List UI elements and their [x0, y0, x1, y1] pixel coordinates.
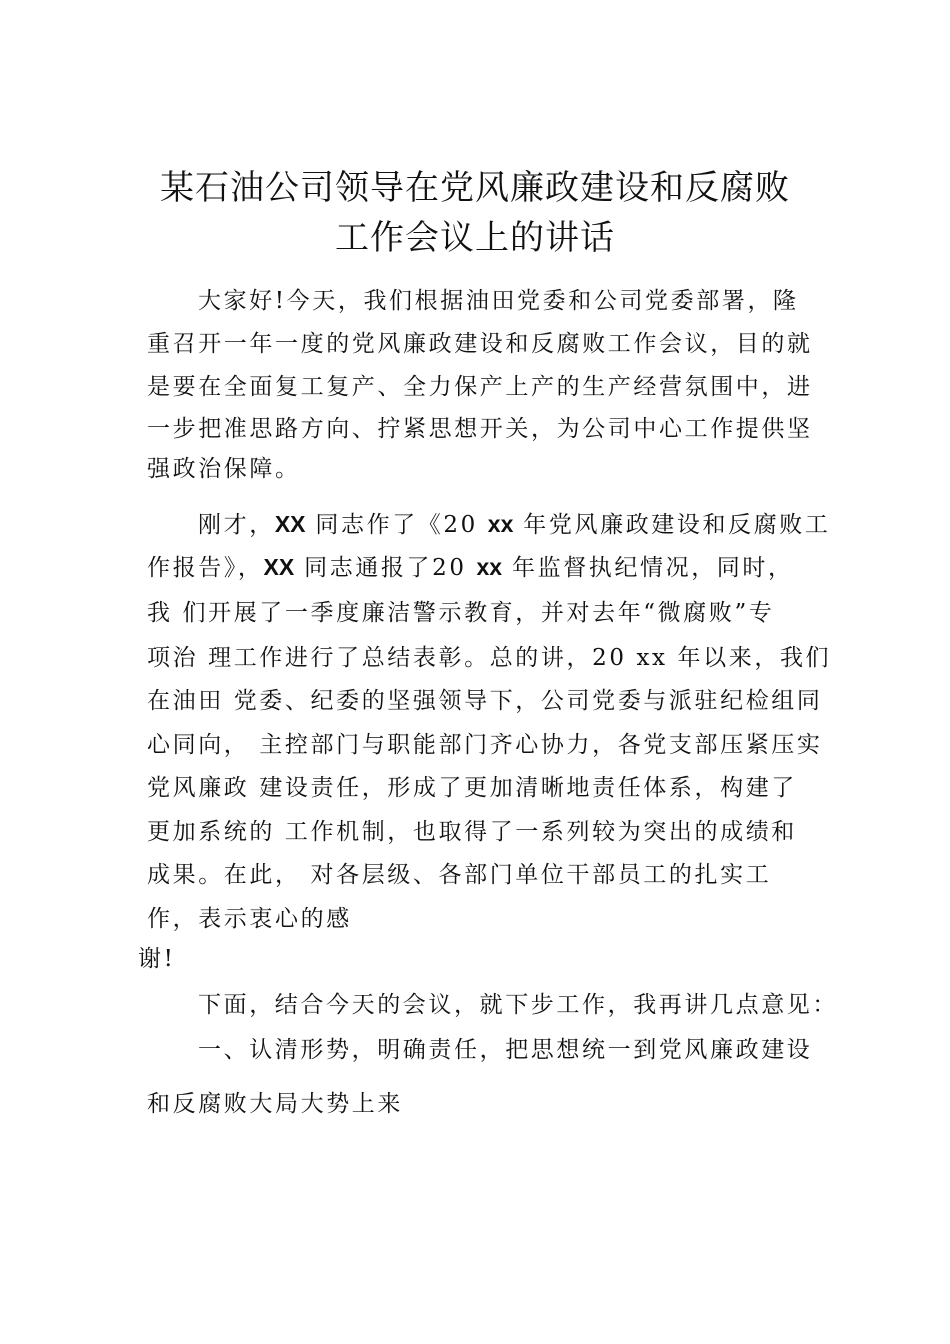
section-heading-1-line-2: 和反腐败大局大势上来 — [147, 1091, 403, 1117]
paragraph-2-line-8: 更加系统的 工作机制，也取得了一系列较为突出的成绩和 — [147, 819, 797, 845]
placeholder-name: XX — [274, 511, 306, 537]
paragraph-3-line-1: 下面，结合今天的会议，就下步工作，我再讲几点意见： — [198, 992, 838, 1018]
paragraph-2-line-5: 在油田 党委、纪委的坚强领导下，公司党委与派驻纪检组同 — [147, 688, 823, 714]
text-run: 年监督执纪情况，同时， — [502, 555, 794, 581]
text-run: 作报告》， — [147, 555, 264, 581]
paragraph-1-line-1: 大家好!今天，我们根据油田党委和公司党委部署，隆 — [198, 288, 799, 314]
text-run: 刚才， — [198, 512, 275, 538]
text-run: 同志通报了20 — [294, 555, 477, 581]
paragraph-2-line-10: 作，表示衷心的感 — [147, 906, 352, 932]
paragraph-2-line-3: 我 们开展了一季度廉洁警示教育，并对去年“微腐败”专 — [147, 600, 775, 626]
document-title-line-1: 某石油公司领导在党风廉政建设和反腐败 — [160, 168, 790, 208]
paragraph-2-line-9: 成果。在此， 对各层级、各部门单位干部员工的扎实工 — [147, 862, 772, 888]
placeholder-year: xx — [476, 554, 503, 580]
paragraph-2-line-1 — [198, 509, 831, 540]
paragraph-2-line-4: 项治 理工作进行了总结表彰。总的讲，20 xx 年以来，我们 — [147, 645, 832, 671]
paragraph-2-line-6: 心同向， 主控部门与职能部门齐心协力，各党支部压紧压实 — [147, 732, 823, 758]
paragraph-2-line-11: 谢! — [138, 946, 176, 972]
placeholder-name: XX — [263, 554, 295, 580]
paragraph-1-line-2: 重召开一年一度的党风廉政建设和反腐败工作会议，目的就 — [147, 331, 813, 357]
placeholder-year: xx — [487, 511, 514, 537]
document-title-line-2: 工作会议上的讲话 — [335, 218, 615, 258]
paragraph-1-line-5: 强政治保障。 — [147, 456, 301, 482]
text-run: 同志作了《20 — [305, 512, 488, 538]
text-run: 年党风廉政建设和反腐败工 — [513, 512, 831, 538]
paragraph-1-line-3: 是要在全面复工复产、全力保产上产的生产经营氛围中，进 — [147, 374, 813, 400]
paragraph-2-line-7: 党风廉政 建设责任，形成了更加清晰地责任体系，构建了 — [147, 775, 797, 801]
paragraph-2-line-2 — [147, 552, 794, 583]
paragraph-1-line-4: 一步把准思路方向、拧紧思想开关，为公司中心工作提供坚 — [147, 416, 813, 442]
section-heading-1-line-1: 一、认清形势，明确责任，把思想统一到党风廉政建设 — [198, 1037, 813, 1063]
